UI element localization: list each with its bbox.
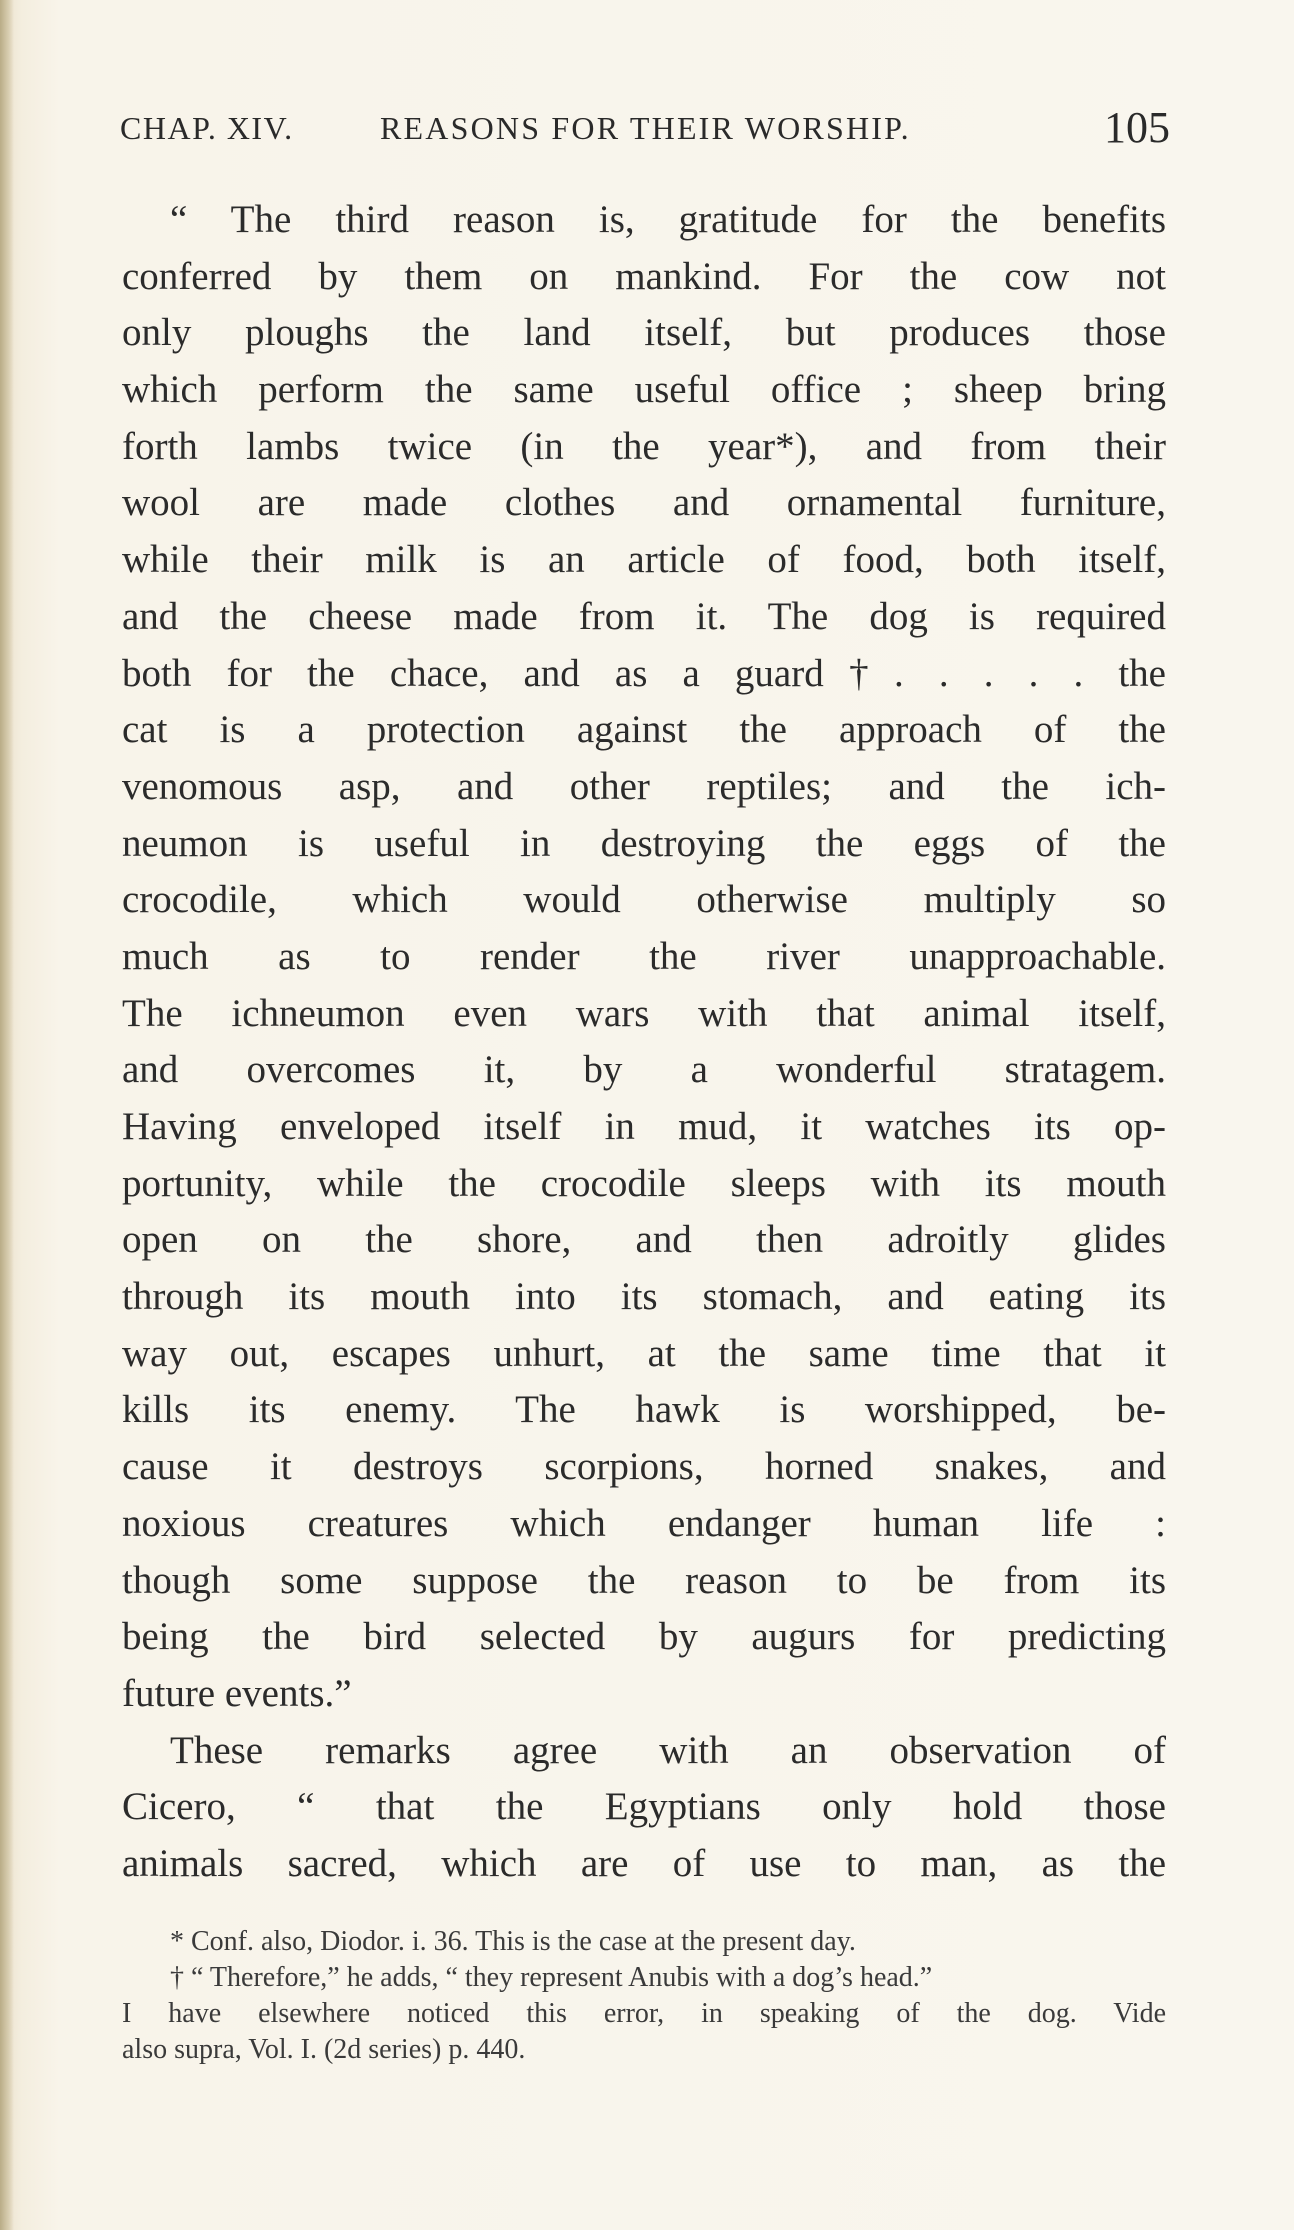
text-line: and the cheese made from it. The dog is required [122, 594, 1166, 638]
text-line: forth lambs twice (in the year*), and from their [122, 424, 1166, 468]
page-gutter-shadow [0, 0, 14, 2230]
text-line: conferred by them on mankind. For the cow not [122, 254, 1166, 298]
text-line: both for the chace, and as a guard†. . . . . the [122, 651, 1166, 695]
text-line: and overcomes it, by a wonderful stratagem. [122, 1048, 1166, 1092]
footnote-line: † “ Therefore,” he adds, “ they represent Anubis with a dog’s head.” [170, 1962, 933, 1993]
main-text [122, 192, 1166, 1893]
text-line: neumon is useful in destroying the eggs of the [122, 821, 1166, 865]
running-header [120, 104, 1170, 164]
text-line: venomous asp, and other reptiles; and the ich- [122, 764, 1166, 808]
text-line: through its mouth into its stomach, and eating its [122, 1275, 1166, 1319]
footnote-line: * Conf. also, Diodor. i. 36. This is the case at the present day. [170, 1926, 856, 1957]
text-line: crocodile, which would otherwise multiply so [122, 878, 1166, 922]
running-title: REASONS FOR THEIR WORSHIP. [380, 110, 911, 146]
footnote-line: also supra, Vol. I. (2d series) p. 440. [122, 2034, 526, 2065]
text-line: which perform the same useful office ; sheep bring [122, 368, 1166, 412]
text-line: These remarks agree with an observation of [170, 1728, 1166, 1772]
text-line: while their milk is an article of food, both itself, [122, 538, 1166, 582]
text-line: “ The third reason is, gratitude for the benefits [170, 198, 1166, 241]
text-line: portunity, while the crocodile sleeps with its mouth [122, 1161, 1166, 1205]
text-line: being the bird selected by augurs for predicting [122, 1615, 1166, 1659]
text-line: The ichneumon even wars with that animal itself, [122, 991, 1166, 1035]
text-line: Cicero, “ that the Egyptians only hold those [122, 1785, 1166, 1829]
footnotes [122, 1924, 1166, 2068]
chapter-label: CHAP. XIV. [120, 110, 294, 146]
text-line: Having enveloped itself in mud, it watches its op- [122, 1105, 1166, 1148]
text-line: kills its enemy. The hawk is worshipped, be- [122, 1388, 1166, 1432]
page-number: 105 [1104, 103, 1170, 152]
footnote-line: I have elsewhere noticed this error, in speaking of the dog. Vide [122, 1998, 1166, 2029]
text-line: noxious creatures which endanger human life : [122, 1501, 1166, 1545]
text-line: cause it destroys scorpions, horned snakes, and [122, 1445, 1166, 1489]
text-line: way out, escapes unhurt, at the same time that it [122, 1331, 1166, 1375]
text-line: much as to render the river unapproachable. [122, 934, 1166, 978]
text-line: open on the shore, and then adroitly glides [122, 1218, 1166, 1262]
text-line: animals sacred, which are of use to man, as the [122, 1841, 1166, 1885]
text-line: cat is a protection against the approach of the [122, 708, 1166, 752]
text-line: only ploughs the land itself, but produces those [122, 311, 1166, 355]
text-line: though some suppose the reason to be from its [122, 1558, 1166, 1602]
text-line: future events.” [122, 1671, 352, 1715]
text-line: wool are made clothes and ornamental furniture, [122, 481, 1166, 525]
